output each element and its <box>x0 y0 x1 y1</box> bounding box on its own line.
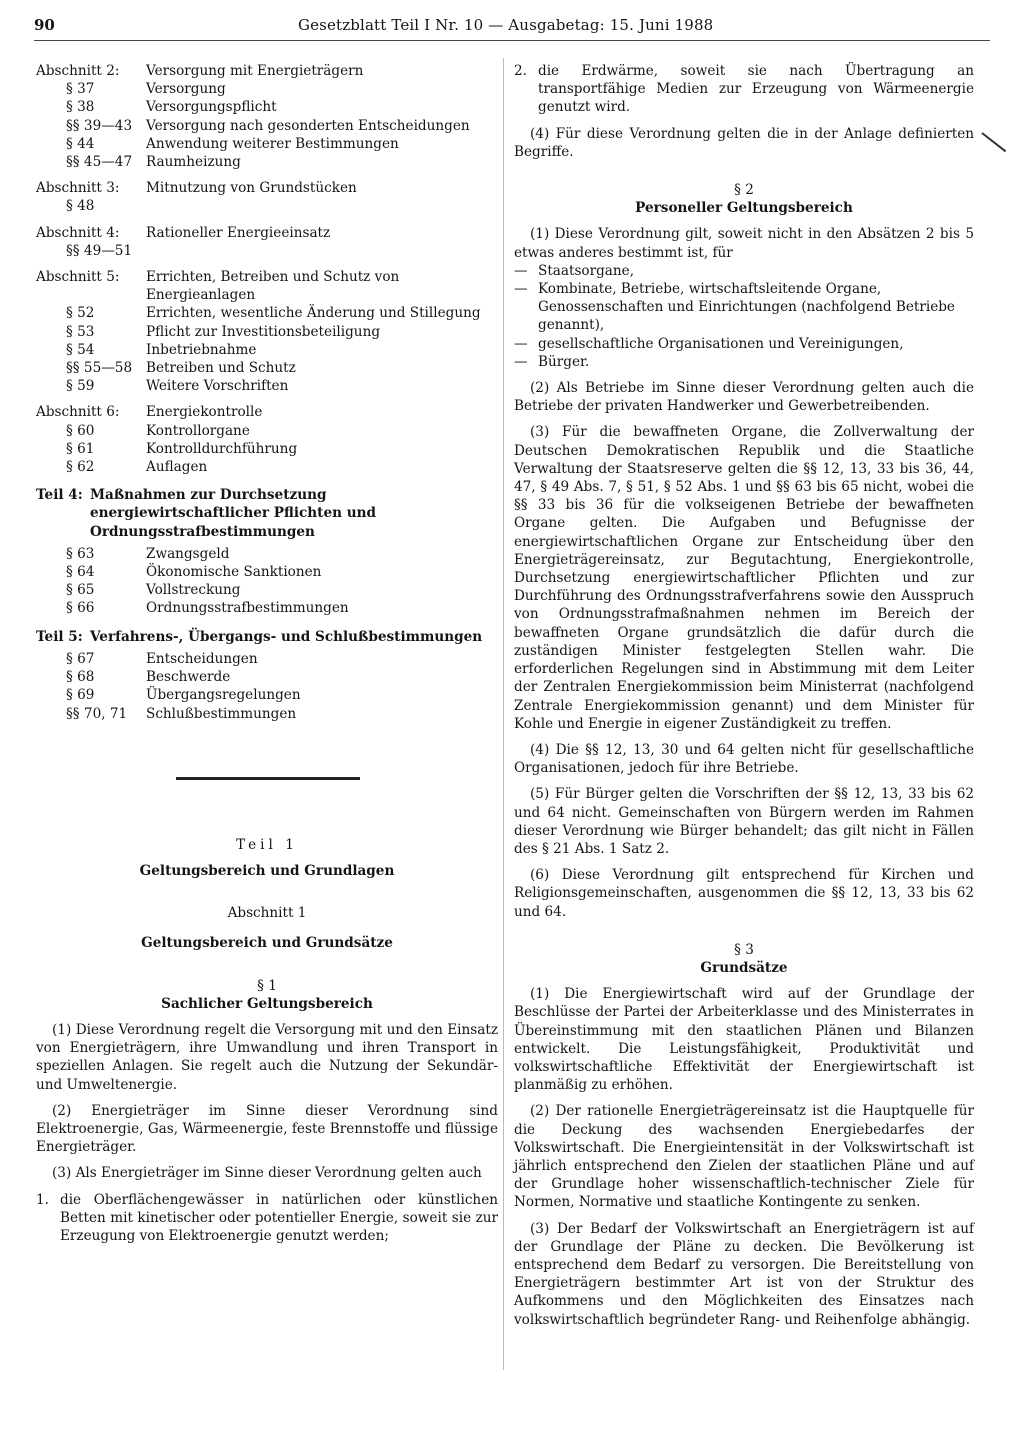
toc-paragraph-title: Zwangsgeld <box>146 545 230 562</box>
toc-paragraph-number: § 44 <box>66 135 95 152</box>
toc-part-5-paragraphs <box>36 650 498 723</box>
toc-section <box>36 224 498 260</box>
toc-paragraph-title: Versorgung nach gesonderten Entscheidungen <box>146 117 470 134</box>
toc-paragraph-title: Übergangsregelungen <box>146 687 301 704</box>
toc-section-number: Abschnitt 3: <box>36 180 120 197</box>
toc-paragraph-number: § 48 <box>66 198 95 215</box>
column-divider <box>503 58 504 1370</box>
toc-section <box>36 403 498 476</box>
header-rule <box>34 40 990 41</box>
dash-text: Bürger. <box>538 353 590 370</box>
list-item <box>514 62 974 117</box>
toc-section <box>36 179 498 215</box>
section-divider-line <box>176 777 360 780</box>
dash-text: gesellschaftliche Organisationen und Vereinigungen, <box>538 335 904 352</box>
dash-marker: — <box>514 353 528 370</box>
toc-section-heading <box>36 62 498 80</box>
toc-sections <box>36 62 498 476</box>
section-heading: Abschnitt 1 <box>227 905 307 922</box>
toc-paragraph-number: § 60 <box>66 422 95 439</box>
list-marker: 1. <box>36 1191 49 1208</box>
body-paragraph: (2) Energieträger im Sinne dieser Verordnung sind Elektroenergie, Gas, Wärmeenergie, feste Brennstoffe und flüssige Energieträger. <box>36 1102 498 1156</box>
toc-paragraph-row <box>36 705 498 723</box>
body-paragraph: (2) Der rationelle Energieträgereinsatz ist die Hauptquelle für die Deckung des wachsenden Energiebedarfes der Volkswirtschaft. Die Energieintensität in der Volkswirtschaft ist jährlich entsprechend den Zielen der staatlichen Pläne und auf der Grundlage hoher wissenschaftlich-technischer Ziele für Normen, Normative und staatliche Kontingente zu senken. <box>514 1103 974 1211</box>
page-header-title: Gesetzblatt Teil I Nr. 10 — Ausgabetag: 15. Juni 1988 <box>298 16 714 34</box>
toc-paragraph-row <box>36 197 498 215</box>
toc-paragraph-title: Raumheizung <box>146 154 241 171</box>
toc-paragraph-row <box>36 668 498 686</box>
list-item <box>36 1191 498 1246</box>
list-text: die Oberflächengewässer in natürlichen oder künstlichen Betten mit kinetischer oder potentieller Energie, soweit sie zur Erzeugung von Elektroenergie genutzt werden; <box>60 1191 498 1244</box>
toc-paragraph-number: §§ 49—51 <box>66 242 133 259</box>
body-paragraph: (5) Für Bürger gelten die Vorschriften der §§ 12, 13, 33 bis 62 und 64 nicht. Gemeinschaften von Bürgern werden im Rahmen dieser Verordnung wie Bürger behandelt; das gilt nicht in Fällen des § 21 Abs. 1 Satz 2. <box>514 786 974 857</box>
toc-paragraph-row <box>36 304 498 322</box>
toc-paragraph-row <box>36 422 498 440</box>
toc-section-heading <box>36 403 498 421</box>
paragraph-title: Personeller Geltungsbereich <box>635 200 853 217</box>
toc-paragraph-row <box>36 458 498 476</box>
body-paragraph: (2) Als Betriebe im Sinne dieser Verordnung gelten auch die Betriebe der privaten Handwerker und Gewerbetreibenden. <box>514 380 974 415</box>
toc-part-title: Verfahrens-, Übergangs- und Schlußbestimmungen <box>90 628 483 645</box>
toc-paragraph-row <box>36 440 498 458</box>
toc-section <box>36 268 498 395</box>
toc-paragraph-title: Betreiben und Schutz <box>146 360 296 377</box>
toc-paragraph-row <box>36 98 498 116</box>
toc-section-title: Rationeller Energieeinsatz <box>146 224 331 241</box>
body-paragraph: (4) Für diese Verordnung gelten die in der Anlage definierten Begriffe. <box>514 125 974 160</box>
toc-section-number: Abschnitt 6: <box>36 404 120 421</box>
toc-paragraph-row <box>36 650 498 668</box>
toc-section-number: Abschnitt 4: <box>36 224 120 241</box>
list-text: die Erdwärme, soweit sie nach Übertragung an transportfähige Medien zur Erzeugung von Wärmeenergie genutzt wird. <box>538 63 974 116</box>
toc-part-4-paragraphs <box>36 545 498 618</box>
toc-paragraph-number: § 67 <box>66 650 95 667</box>
toc-paragraph-title: Ordnungsstrafbestimmungen <box>146 600 349 617</box>
margin-pen-mark <box>981 132 1006 152</box>
toc-paragraph-row <box>36 359 498 377</box>
toc-paragraph-number: § 63 <box>66 545 95 562</box>
toc-paragraph-number: §§ 55—58 <box>66 360 133 377</box>
section-subtitle: Geltungsbereich und Grundsätze <box>141 935 393 952</box>
left-column <box>36 62 498 1245</box>
toc-paragraph-title <box>146 242 498 260</box>
toc-paragraph-number: § 64 <box>66 564 95 581</box>
toc-paragraph-title: Weitere Vorschriften <box>146 378 289 395</box>
dash-text: Staatsorgane, <box>538 262 635 279</box>
toc-paragraph-number: § 68 <box>66 669 95 686</box>
paragraph-number: § 1 <box>257 977 277 994</box>
body-paragraph: (1) Diese Verordnung gilt, soweit nicht in den Absätzen 2 bis 5 etwas anderes bestimmt ist, für <box>514 226 974 261</box>
toc-paragraph-title: Kontrollorgane <box>146 422 250 439</box>
toc-paragraph-title: Pflicht zur Investitionsbeteiligung <box>146 323 381 340</box>
dash-marker: — <box>514 281 528 298</box>
toc-part-label: Teil 5: <box>36 628 83 645</box>
right-column <box>514 62 974 1329</box>
toc-paragraph-number: § 61 <box>66 440 95 457</box>
part-heading: Teil 1 <box>236 836 298 853</box>
toc-section-title: Energiekontrolle <box>146 404 263 421</box>
part-subtitle: Geltungsbereich und Grundlagen <box>139 862 395 879</box>
dash-marker: — <box>514 335 528 352</box>
toc-section-title: Mitnutzung von Grundstücken <box>146 180 357 197</box>
body-paragraph: (3) Für die bewaffneten Organe, die Zollverwaltung der Deutschen Demokratischen Republik und die Staatliche Verwaltung der Staatsreserve gelten die §§ 12, 13, 33 bis 36, 44, 47, § 49 Abs. 7, § 51, § 52 Abs. 1 und §§ 63 bis 65 nicht, wobei die §§ 33 bis 36 für die volkseigenen Betriebe der bewaffneten Organe gelten. Die Aufgaben und Befugnisse der energiewirtschaftlichen Organe zur Entscheidung über den Energieträgereinsatz, zur Begutachtung, Energiekontrolle, Durchsetzung energiewirtschaftlicher Pflichten und zur Durchführung des Ordnungsstrafverfahrens sowie den Ausspruch von Ordnungsstrafmaßnahmen nehmen im Bereich der bewaffneten Organe grundsätzlich die dafür durch die zuständigen Minister festgelegten Stellen wahr. Die erforderlichen Regelungen sind in Abstimmung mit dem Leiter der Zentralen Energiekommission beim Ministerrat (nachfolgend Zentrale Energiekommission genannt) und dem Minister für Kohle und Energie in eigener Zuständigkeit zu treffen. <box>514 424 974 732</box>
toc-paragraph-row <box>36 341 498 359</box>
toc-paragraph-number: § 65 <box>66 582 95 599</box>
toc-paragraph-number: § 53 <box>66 323 95 340</box>
toc-part-title: Maßnahmen zur Durchsetzung energiewirtschaftlicher Pflichten und Ordnungsstrafbestimmungen <box>90 487 376 540</box>
toc-paragraph-row <box>36 599 498 617</box>
toc-paragraph-number: § 37 <box>66 81 95 98</box>
toc-paragraph-row <box>36 377 498 395</box>
body-paragraph: (3) Als Energieträger im Sinne dieser Verordnung gelten auch <box>52 1165 482 1182</box>
paragraph-title: Sachlicher Geltungsbereich <box>161 995 373 1012</box>
toc-paragraph-title: Vollstreckung <box>146 582 241 599</box>
body-paragraph: (1) Diese Verordnung regelt die Versorgung mit und den Einsatz von Energieträgern, ihre Umwandlung und ihren Transport in speziellen Anlagen. Sie regelt auch die Nutzung der Sekundär- und Umweltenergie. <box>36 1021 498 1093</box>
toc-paragraph-row <box>36 323 498 341</box>
toc-paragraph-number: § 38 <box>66 99 95 116</box>
toc-paragraph-number: § 59 <box>66 378 95 395</box>
toc-paragraph-row <box>36 242 498 260</box>
toc-paragraph-number: § 52 <box>66 305 95 322</box>
toc-section-title: Errichten, Betreiben und Schutz von Energieanlagen <box>146 269 400 304</box>
toc-section-heading <box>36 179 498 197</box>
dash-list-item <box>514 280 974 335</box>
page-number: 90 <box>34 16 55 34</box>
dash-marker: — <box>514 262 528 279</box>
toc-part-5 <box>36 628 498 646</box>
dash-list-item <box>514 353 974 371</box>
toc-paragraph-row <box>36 563 498 581</box>
toc-paragraph-title: Auflagen <box>146 459 208 476</box>
body-paragraph: (1) Die Energiewirtschaft wird auf der Grundlage der Beschlüsse der Partei der Arbeiterklasse und des Ministerrates in Übereinstimmung mit den staatlichen Plänen und Bilanzen entwickelt. Die Leistungsfähigkeit, Produktivität und volkswirtschaftliche Effektivität der Energiewirtschaft ist planmäßig zu erhöhen. <box>514 986 974 1094</box>
toc-part-label: Teil 4: <box>36 487 83 504</box>
toc-section <box>36 62 498 171</box>
toc-paragraph-number: § 66 <box>66 600 95 617</box>
toc-paragraph-number: §§ 39—43 <box>66 117 133 134</box>
toc-section-heading <box>36 268 498 304</box>
toc-paragraph-title: Ökonomische Sanktionen <box>146 564 322 581</box>
toc-part-4 <box>36 486 498 541</box>
toc-paragraph-number: § 69 <box>66 687 95 704</box>
toc-paragraph-row <box>36 135 498 153</box>
paragraph-title: Grundsätze <box>700 959 788 976</box>
toc-paragraph-title: Beschwerde <box>146 669 231 686</box>
toc-paragraph-title: Errichten, wesentliche Änderung und Stillegung <box>146 305 481 322</box>
toc-paragraph-row <box>36 545 498 563</box>
toc-paragraph-title: Kontrolldurchführung <box>146 440 298 457</box>
body-paragraph: (3) Der Bedarf der Volkswirtschaft an Energieträgern ist auf der Grundlage der Pläne zu decken. Die Bevölkerung ist entsprechend dem Bedarf zu versorgen. Die Bereitstellung von Energieträgern bestimmter Art ist von der Struktur des Aufkommens und den Möglichkeiten des Einsatzes nach volkswirtschaftlich begründeter Rang- und Reihenfolge abhängig. <box>514 1220 974 1328</box>
toc-section-title: Versorgung mit Energieträgern <box>146 63 364 79</box>
page-header <box>34 16 734 42</box>
paragraph-number: § 2 <box>734 182 754 199</box>
toc-paragraph-number: § 54 <box>66 341 95 358</box>
dash-list <box>514 262 974 371</box>
body-paragraph: (4) Die §§ 12, 13, 30 und 64 gelten nicht für gesellschaftliche Organisationen, jedoch für ihre Betriebe. <box>514 741 974 777</box>
toc-paragraph-row <box>36 117 498 135</box>
toc-paragraph-row <box>36 581 498 599</box>
toc-paragraph-title: Entscheidungen <box>146 650 258 667</box>
dash-list-item <box>514 335 974 353</box>
dash-text: Kombinate, Betriebe, wirtschaftsleitende Organe, Genossenschaften und Einrichtungen (nachfolgend Betriebe genannt), <box>538 281 955 334</box>
paragraph-number: § 3 <box>734 941 754 958</box>
toc-paragraph-title: Versorgungspflicht <box>146 99 277 116</box>
toc-paragraph-row <box>36 80 498 98</box>
body-paragraph: (6) Diese Verordnung gilt entsprechend für Kirchen und Religionsgemeinschaften, ausgenommen die §§ 12, 13, 33 bis 62 und 64. <box>514 867 974 920</box>
list-marker: 2. <box>514 63 527 79</box>
toc-section-number: Abschnitt 5: <box>36 269 120 286</box>
toc-paragraph-title <box>146 197 498 215</box>
toc-paragraph-row <box>36 686 498 704</box>
toc-paragraph-title: Inbetriebnahme <box>146 341 257 358</box>
toc-section-heading <box>36 224 498 242</box>
table-of-contents <box>36 62 498 723</box>
toc-paragraph-number: § 62 <box>66 459 95 476</box>
toc-section-number: Abschnitt 2: <box>36 63 120 79</box>
toc-paragraph-title: Versorgung <box>146 81 226 98</box>
toc-paragraph-number: §§ 45—47 <box>66 154 133 171</box>
toc-paragraph-title: Schlußbestimmungen <box>146 705 297 722</box>
dash-list-item <box>514 262 974 280</box>
toc-paragraph-row <box>36 153 498 171</box>
toc-paragraph-number: §§ 70, 71 <box>66 705 128 722</box>
toc-paragraph-title: Anwendung weiterer Bestimmungen <box>146 135 399 152</box>
